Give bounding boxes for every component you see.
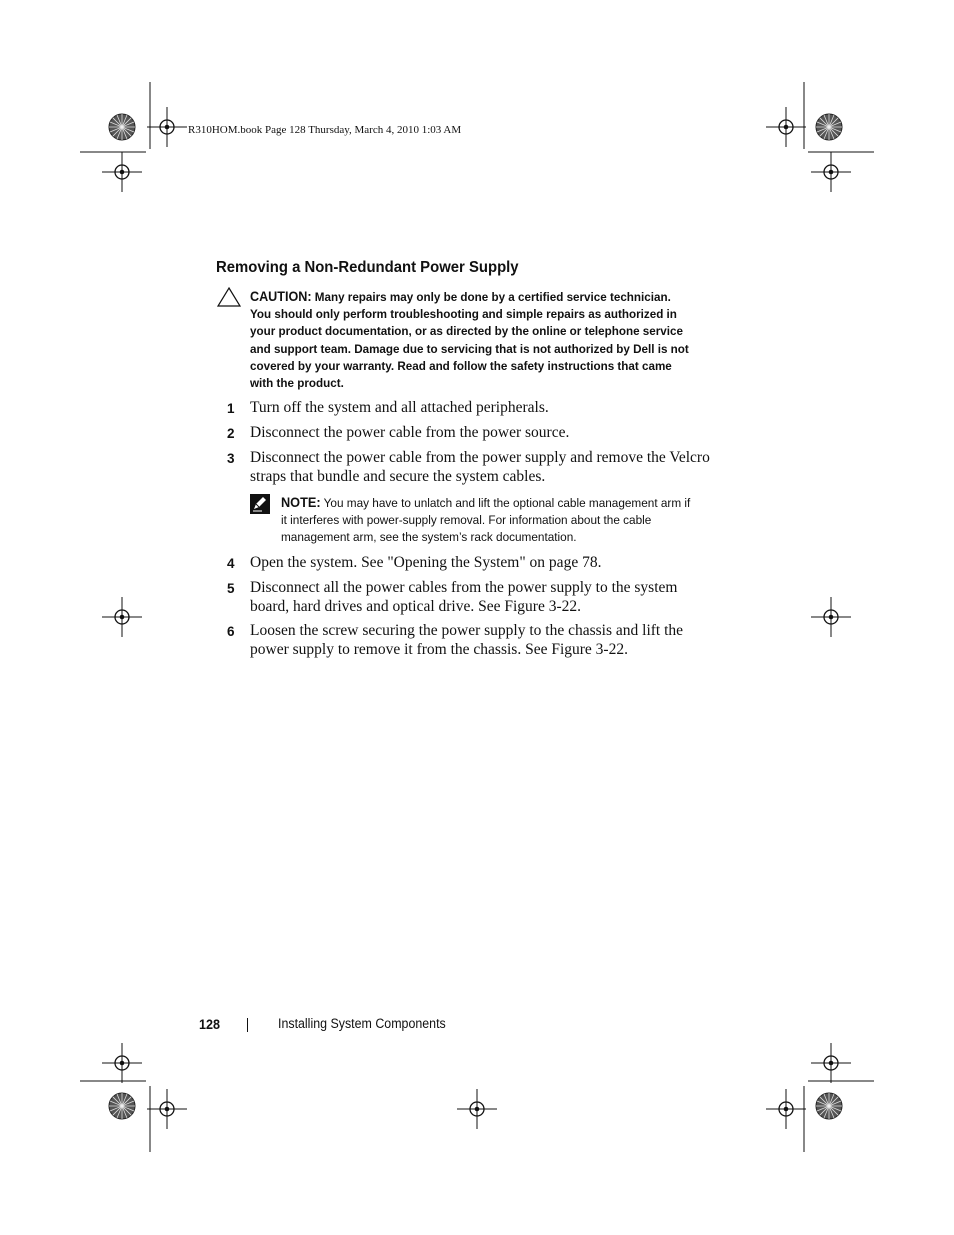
step-number: 3 [227,451,235,466]
step-text: Open the system. See "Opening the System" on page 78. [250,554,602,571]
step-number: 2 [227,426,235,441]
pencil-note-icon [250,494,270,519]
step-text: Disconnect all the power cables from the power supply to the system board, hard drives and optical drive. See Figure 3-22. [250,579,678,615]
step-text: Disconnect the power cable from the power source. [250,424,570,441]
step-number: 4 [227,556,235,571]
chapter-title: Installing System Components [278,1016,446,1031]
print-header: R310HOM.book Page 128 Thursday, March 4, 2010 1:03 AM [188,124,462,136]
page-number: 128 [199,1016,221,1032]
warning-triangle-icon [216,286,242,313]
step-number: 5 [227,581,235,596]
step-text: Turn off the system and all attached peripherals. [250,399,549,416]
step-text: Disconnect the power cable from the power supply and remove the Velcro straps that bundle and secure the system cables. [250,449,710,485]
step-number: 6 [227,624,235,639]
section-title: Removing a Non-Redundant Power Supply [216,259,519,276]
note-text: You may have to unlatch and lift the optional cable management arm if it interferes with power-supply removal. For information about the cable management arm, see the system’s rack documentation. [281,496,691,544]
note-label: NOTE: [281,495,321,510]
footer-divider [247,1018,248,1032]
caution-label: CAUTION: [250,289,312,304]
caution-text: Many repairs may only be done by a certified service technician. You should only perform troubleshooting and simple repairs as authorized in your product documentation, or as directed by the online or telephone service and support team. Damage due to servicing that is not authorized by Dell is not covered by your warranty. Read and follow the safety instructions that came with the product. [250,290,689,391]
caution-block [250,288,690,392]
step-number: 1 [227,401,235,416]
note-block [281,494,699,546]
step-text: Loosen the screw securing the power supply to the chassis and lift the power supply to remove it from the chassis. See Figure 3-22. [250,622,684,658]
